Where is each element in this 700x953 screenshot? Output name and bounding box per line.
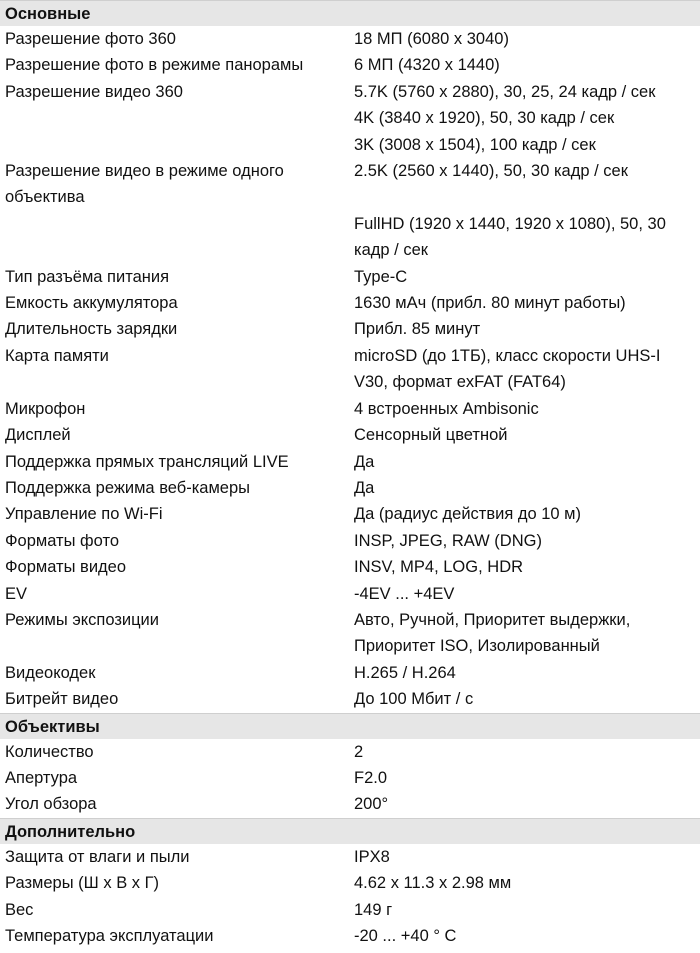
- spec-row: [0, 264, 700, 290]
- spec-label: [0, 660, 350, 686]
- spec-value-line: FullHD (1920 x 1440, 1920 x 1080), 50, 30: [354, 214, 666, 233]
- spec-label-line: Длительность зарядки: [5, 320, 178, 339]
- spec-label: [0, 475, 350, 501]
- spec-label-line: Вес: [5, 900, 34, 919]
- spec-row: [0, 396, 700, 422]
- spec-label: [0, 501, 350, 527]
- spec-label: [0, 844, 350, 870]
- spec-value-line: V30, формат exFAT (FAT64): [354, 373, 566, 392]
- spec-label-line: Битрейт видео: [5, 690, 119, 709]
- spec-value: [350, 897, 700, 923]
- spec-value-line: До 100 Мбит / с: [354, 690, 474, 709]
- spec-value: [350, 290, 700, 316]
- spec-value-line: 149 г: [354, 900, 393, 919]
- spec-label-line: Дисплей: [5, 426, 71, 445]
- spec-value: [350, 475, 700, 501]
- spec-row: [0, 52, 700, 78]
- spec-row: [0, 897, 700, 923]
- spec-label-line: Разрешение видео 360: [5, 82, 183, 101]
- spec-value-line: H.265 / H.264: [354, 663, 456, 682]
- spec-row: [0, 844, 700, 870]
- spec-value: [350, 554, 700, 580]
- spec-label-line: Размеры (Ш x В x Г): [5, 874, 160, 893]
- spec-value-line: 5.7K (5760 x 2880), 30, 25, 24 кадр / сек: [354, 82, 656, 101]
- spec-value: [350, 739, 700, 765]
- spec-value: [350, 923, 700, 949]
- spec-value: [350, 844, 700, 870]
- spec-label-line: Карта памяти: [5, 346, 109, 365]
- spec-row: [0, 554, 700, 580]
- spec-value-line: IPX8: [354, 847, 390, 866]
- spec-row: [0, 343, 700, 396]
- spec-row: [0, 791, 700, 817]
- spec-row: [0, 316, 700, 342]
- spec-label: [0, 765, 350, 791]
- spec-value: [350, 449, 700, 475]
- spec-label-line: Апертура: [5, 768, 78, 787]
- spec-value: [350, 264, 700, 290]
- spec-value-line: microSD (до 1ТБ), класс скорости UHS-I: [354, 346, 661, 365]
- spec-label-line: Количество: [5, 742, 94, 761]
- spec-value: [350, 343, 700, 396]
- spec-label: [0, 396, 350, 422]
- spec-label: [0, 554, 350, 580]
- spec-value-line: кадр / сек: [354, 241, 428, 260]
- spec-value: [350, 316, 700, 342]
- spec-label: [0, 26, 350, 52]
- spec-value: [350, 791, 700, 817]
- spec-value-line: INSV, MP4, LOG, HDR: [354, 558, 524, 577]
- spec-label-line: Микрофон: [5, 399, 86, 418]
- section-header: Объективы: [0, 713, 700, 739]
- spec-label-line: Температура эксплуатации: [5, 927, 214, 945]
- spec-label-line: Защита от влаги и пыли: [5, 847, 190, 866]
- spec-value-line: 4K (3840 x 1920), 50, 30 кадр / сек: [354, 109, 615, 128]
- spec-row: [0, 26, 700, 52]
- spec-value-line: 2.5K (2560 x 1440), 50, 30 кадр / сек: [354, 162, 628, 181]
- spec-row: [0, 290, 700, 316]
- spec-row: [0, 923, 700, 949]
- spec-row: [0, 765, 700, 791]
- spec-label-line: Управление по Wi-Fi: [5, 505, 163, 524]
- spec-value: [350, 607, 700, 660]
- spec-value: [350, 79, 700, 158]
- spec-value-line: -20 ... +40 ° C: [354, 927, 457, 945]
- spec-label-line: Разрешение фото 360: [5, 30, 176, 48]
- spec-value: [350, 660, 700, 686]
- spec-label-line: Режимы экспозиции: [5, 610, 159, 629]
- spec-label: [0, 870, 350, 896]
- spec-value: [350, 52, 700, 78]
- spec-value-line: 3K (3008 x 1504), 100 кадр / сек: [354, 135, 596, 154]
- spec-row: [0, 158, 700, 264]
- spec-row: [0, 422, 700, 448]
- spec-value-line: 2: [354, 742, 364, 761]
- spec-label: [0, 581, 350, 607]
- spec-value: [350, 581, 700, 607]
- spec-label: [0, 52, 350, 78]
- spec-row: [0, 660, 700, 686]
- spec-value: [350, 422, 700, 448]
- spec-row: [0, 686, 700, 712]
- spec-label-line: Тип разъёма питания: [5, 267, 170, 286]
- spec-value-line: Да: [354, 452, 375, 471]
- spec-value-line: Да (радиус действия до 10 м): [354, 505, 582, 524]
- spec-label: [0, 158, 350, 264]
- spec-label-line: Поддержка режима веб-камеры: [5, 478, 251, 497]
- spec-label: [0, 739, 350, 765]
- spec-label: [0, 449, 350, 475]
- spec-value-line: Да: [354, 478, 375, 497]
- spec-value-line: Авто, Ручной, Приоритет выдержки,: [354, 610, 631, 629]
- spec-label: [0, 264, 350, 290]
- spec-label-line: Емкость аккумулятора: [5, 294, 178, 313]
- spec-value-line: Type-C: [354, 267, 408, 286]
- spec-label-line: Разрешение фото в режиме панорамы: [5, 56, 304, 75]
- spec-label: [0, 686, 350, 712]
- spec-value-line: Сенсорный цветной: [354, 426, 508, 445]
- spec-value-line: INSP, JPEG, RAW (DNG): [354, 531, 542, 550]
- spec-value: [350, 765, 700, 791]
- spec-value-line: -4EV ... +4EV: [354, 584, 455, 603]
- spec-label: [0, 79, 350, 158]
- spec-value: [350, 26, 700, 52]
- spec-value-line: 4 встроенных Ambisonic: [354, 399, 539, 418]
- spec-value-line: Приоритет ISO, Изолированный: [354, 637, 600, 656]
- spec-value-line: F2.0: [354, 768, 388, 787]
- spec-label-line: Разрешение видео в режиме одного: [5, 162, 284, 181]
- spec-label: [0, 343, 350, 396]
- spec-label: [0, 290, 350, 316]
- spec-value-line: [354, 184, 700, 210]
- spec-label: [0, 897, 350, 923]
- spec-row: [0, 607, 700, 660]
- spec-row: [0, 528, 700, 554]
- spec-row: [0, 739, 700, 765]
- spec-row: [0, 581, 700, 607]
- spec-label: [0, 607, 350, 660]
- spec-value-line: 18 МП (6080 x 3040): [354, 30, 509, 48]
- spec-value-line: 4.62 x 11.3 x 2.98 мм: [354, 874, 512, 893]
- spec-label: [0, 923, 350, 949]
- spec-value-line: 200°: [354, 795, 389, 814]
- spec-label-line: EV: [5, 584, 28, 603]
- spec-value: [350, 870, 700, 896]
- spec-row: [0, 870, 700, 896]
- spec-label-line: объектива: [5, 188, 85, 207]
- section-header: Основные: [0, 0, 700, 26]
- spec-label: [0, 528, 350, 554]
- spec-value-line: Прибл. 85 минут: [354, 320, 481, 339]
- spec-label-line: Видеокодек: [5, 663, 96, 682]
- spec-label: [0, 791, 350, 817]
- spec-row: [0, 79, 700, 158]
- spec-value: [350, 501, 700, 527]
- spec-row: [0, 501, 700, 527]
- spec-label-line: Угол обзора: [5, 795, 97, 814]
- spec-value-line: 1630 мАч (прибл. 80 минут работы): [354, 294, 626, 313]
- spec-value: [350, 158, 700, 264]
- spec-label-line: Форматы фото: [5, 531, 119, 550]
- spec-value: [350, 528, 700, 554]
- spec-value: [350, 686, 700, 712]
- spec-value-line: 6 МП (4320 x 1440): [354, 56, 500, 75]
- section-header: Дополнительно: [0, 818, 700, 844]
- spec-label: [0, 422, 350, 448]
- spec-row: [0, 449, 700, 475]
- spec-value: [350, 396, 700, 422]
- spec-label-line: Поддержка прямых трансляций LIVE: [5, 452, 289, 471]
- spec-label-line: Форматы видео: [5, 558, 127, 577]
- spec-label: [0, 316, 350, 342]
- spec-row: [0, 475, 700, 501]
